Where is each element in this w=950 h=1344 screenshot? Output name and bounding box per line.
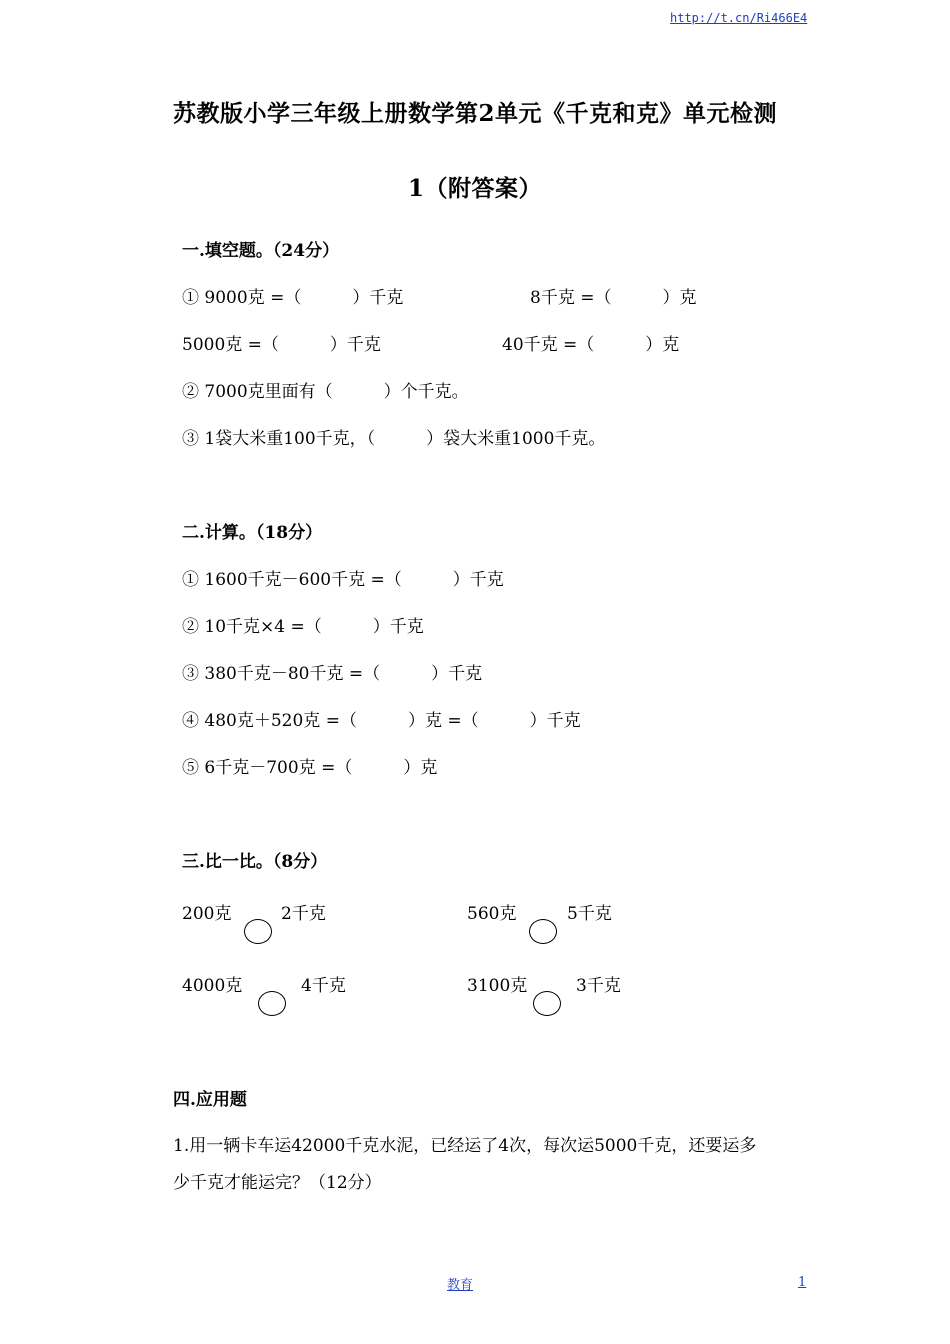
compare-3-right: 4千克 [301,976,346,996]
compare-1-left: 200克 [182,904,232,924]
header-link[interactable]: http://t.cn/Ri466E4 [670,11,808,25]
compare-4-circle [533,991,561,1016]
section2-heading: 二.计算。（18分） [182,523,323,543]
page-number[interactable]: 1 [798,1275,807,1290]
calc-question-4: ④ 480克＋520克 =（ ）克 =（ ）千克 [182,711,581,731]
compare-2-right: 5千克 [567,904,612,924]
calc-question-3: ③ 380千克－80千克 =（ ）千克 [182,664,483,684]
fill-question-1d: 40千克 =（ ）克 [502,335,680,355]
compare-1-right: 2千克 [281,904,326,924]
compare-4-right: 3千克 [576,976,621,996]
compare-2-left: 560克 [467,904,517,924]
compare-2-circle [529,919,557,944]
fill-question-3: ③ 1袋大米重100千克，（ ）袋大米重1000千克。 [182,429,606,449]
fill-question-1a: ① 9000克 =（ ）千克 [182,288,404,308]
calc-question-2: ② 10千克×4 =（ ）千克 [182,617,424,637]
section4-heading: 四.应用题 [173,1090,247,1110]
footer-link[interactable]: 教育 [447,1278,474,1293]
section1-heading: 一.填空题。（24分） [182,241,340,261]
page-title-line2: 1（附答案） [407,175,542,202]
compare-3-left: 4000克 [182,976,243,996]
compare-3-circle [258,991,286,1016]
compare-4-left: 3100克 [467,976,528,996]
fill-question-1b: 8千克 =（ ）克 [530,288,697,308]
calc-question-5: ⑤ 6千克－700克 =（ ）克 [182,758,438,778]
word-problem-1-cont: 少千克才能运完？（12分） [173,1173,382,1193]
fill-question-1c: 5000克 =（ ）千克 [182,335,381,355]
calc-question-1: ① 1600千克－600千克 =（ ）千克 [182,570,504,590]
page-title: 苏教版小学三年级上册数学第2单元《千克和克》单元检测 [172,100,777,127]
word-problem-1: 1.用一辆卡车运42000千克水泥，已经运了4次，每次运5000千克，还要运多 [173,1136,757,1156]
section3-heading: 三.比一比。（8分） [182,852,328,872]
compare-1-circle [244,919,272,944]
fill-question-2: ② 7000克里面有（ ）个千克。 [182,382,469,402]
